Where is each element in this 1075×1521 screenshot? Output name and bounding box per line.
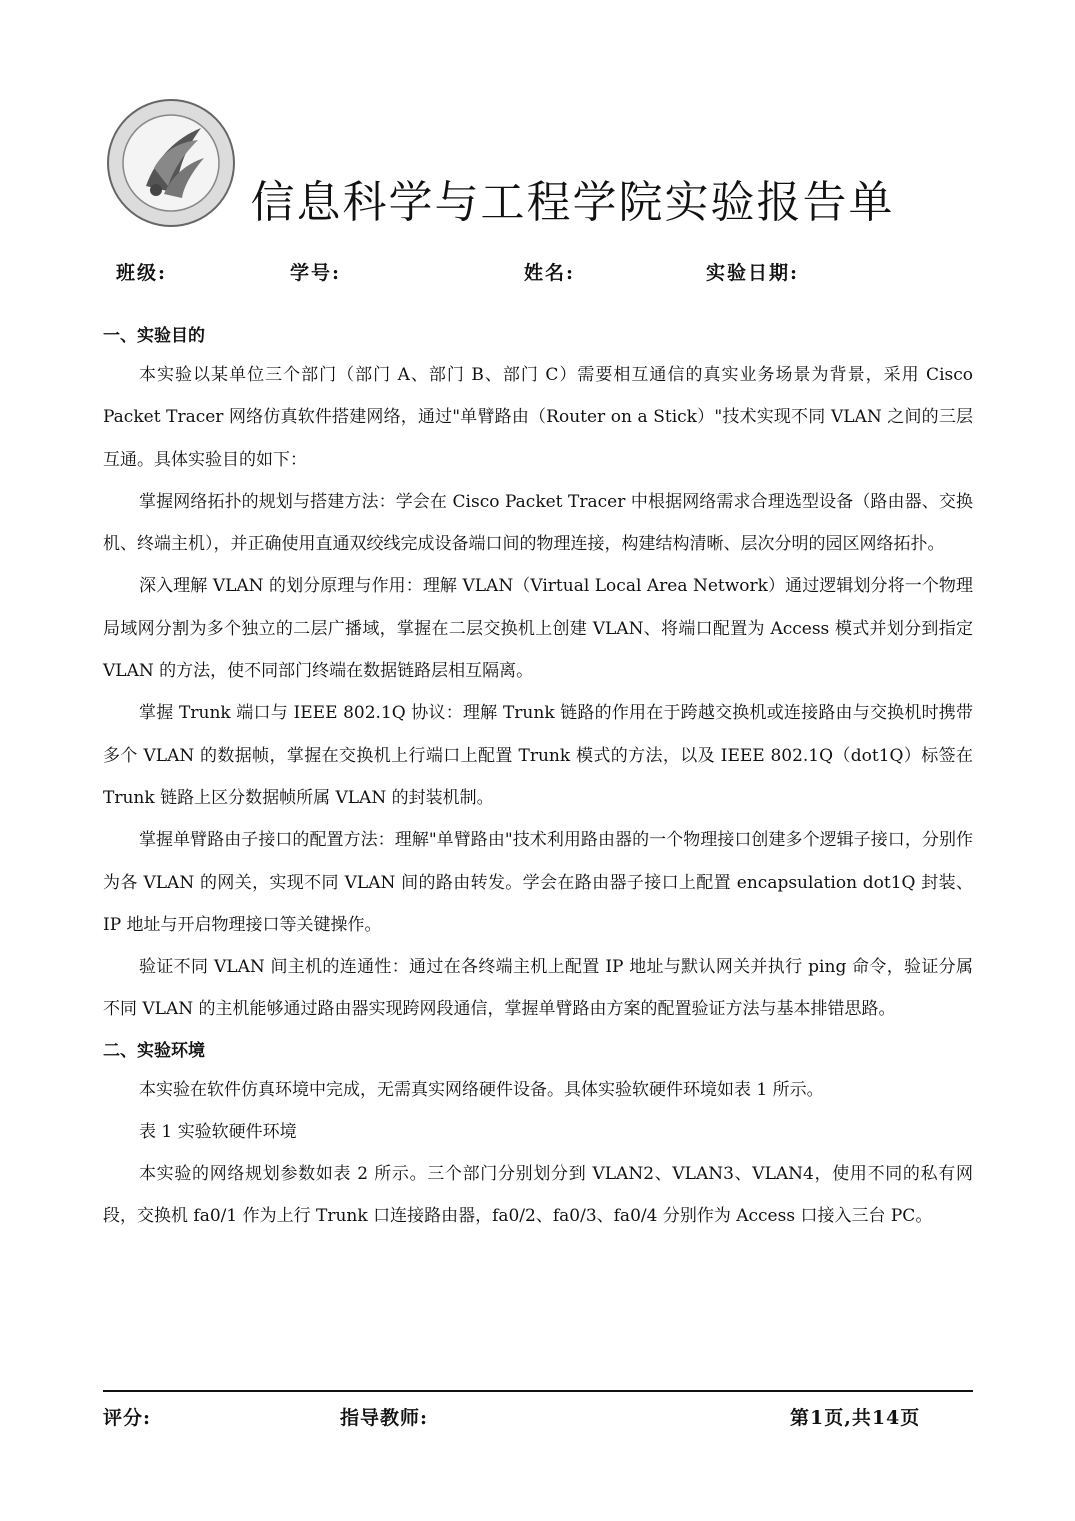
table-caption: 表 1 实验软硬件环境 [139,1121,297,1142]
score-label: 评分: [103,1407,152,1429]
paragraph: 本实验的网络规划参数如表 2 所示。三个部门分别划分到 VLAN2、VLAN3、VLAN4，使用不同的私有网段，交换机 fa0/1 作为上行 Trunk 口连接路由器，fa0/2、fa0/3、fa0/4 分别作为 Access 口接入三台 PC。 [103,1163,973,1227]
section-heading: 一、实验目的 [103,326,205,346]
paragraph: 掌握单臂路由子接口的配置方法：理解"单臂路由"技术利用路由器的一个物理接口创建多个逻辑子接口，分别作为各 VLAN 的网关，实现不同 VLAN 间的路由转发。学会在路由器子接口上配置 encapsulation dot1Q 封装、IP 地址与开启物理接口等关键操作。 [103,830,973,935]
page-title: 信息科学与工程学院实验报告单 [250,177,895,228]
paragraph: 验证不同 VLAN 间主机的连通性：通过在各终端主机上配置 IP 地址与默认网关并执行 ping 命令，验证分属不同 VLAN 的主机能够通过路由器实现跨网段通信，掌握单臂路由方案的配置验证方法与基本排错思路。 [103,957,973,1020]
footer [0,1403,1075,1433]
student-info-row [0,258,1075,286]
name-label: 姓名: [524,262,576,284]
footer-divider [103,1390,973,1392]
paragraph: 本实验以某单位三个部门（部门 A、部门 B、部门 C）需要相互通信的真实业务场景为背景，采用 Cisco Packet Tracer 网络仿真软件搭建网络，通过"单臂路由（Router on a Stick）"技术实现不同 VLAN 之间的三层互通。具体实验目的如下： [103,365,973,470]
paragraph: 掌握网络拓扑的规划与搭建方法：学会在 Cisco Packet Tracer 中根据网络需求合理选型设备（路由器、交换机、终端主机），并正确使用直通双绞线完成设备端口间的物理连接，构建结构清晰、层次分明的园区网络拓扑。 [103,491,973,555]
page-info: 第1页,共14页 [790,1407,921,1429]
class-label: 班级: [116,262,168,284]
paragraph: 本实验在软件仿真环境中完成，无需真实网络硬件设备。具体实验软硬件环境如表 1 所示。 [139,1079,824,1100]
paragraph: 深入理解 VLAN 的划分原理与作用：理解 VLAN（Virtual Local Area Network）通过逻辑划分将一个物理局域网分割为多个独立的二层广播域，掌握在二层交换机上创建 VLAN、将端口配置为 Access 模式并划分到指定 VLAN 的方法，使不同部门终端在数据链路层相互隔离。 [103,576,973,682]
student-id-label: 学号: [290,262,342,284]
report-body [103,318,973,1237]
date-label: 实验日期: [706,262,800,284]
section-heading: 二、实验环境 [103,1040,205,1061]
paragraph: 掌握 Trunk 端口与 IEEE 802.1Q 协议：理解 Trunk 链路的作用在于跨越交换机或连接路由与交换机时携带多个 VLAN 的数据帧，掌握在交换机上行端口上配置 Trunk 模式的方法，以及 IEEE 802.1Q（dot1Q）标签在 Trunk 链路上区分数据帧所属 VLAN 的封装机制。 [103,703,973,808]
teacher-label: 指导教师: [340,1407,429,1429]
